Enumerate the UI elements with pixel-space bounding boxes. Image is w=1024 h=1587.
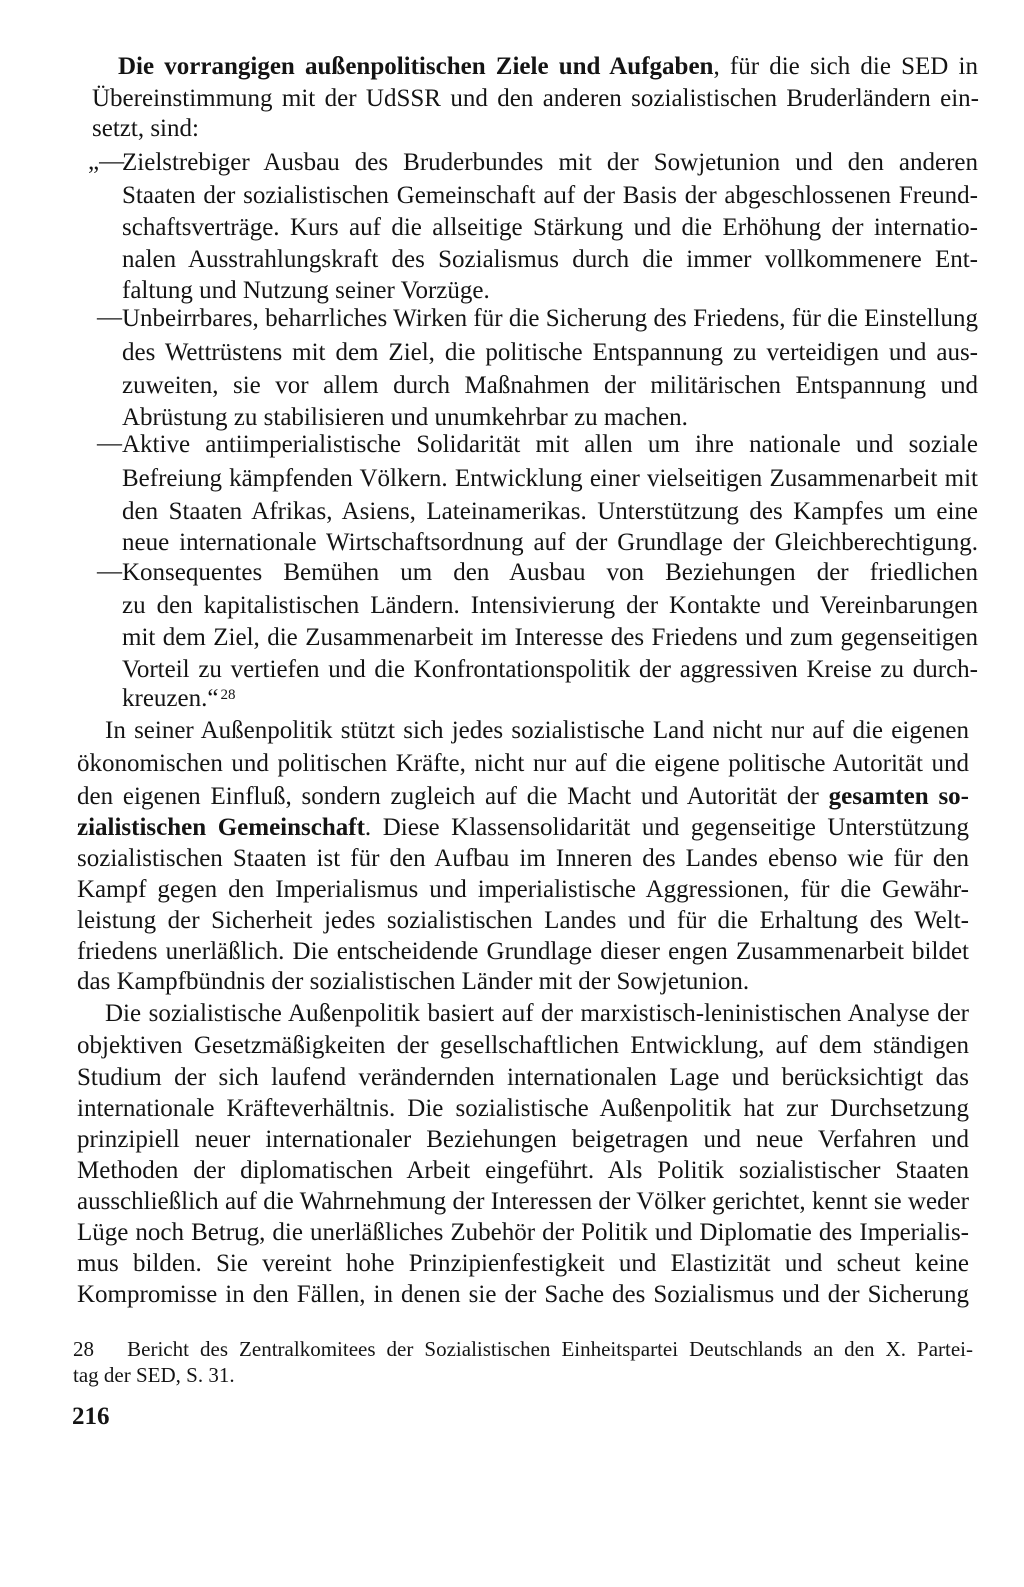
list-item-4-line-2: zu den kapitalistischen Ländern. Intensivierung der Kontakte und Vereinbarungen [122, 592, 978, 619]
footnote-line-1 [73, 1336, 973, 1362]
intro-line-1 [118, 52, 978, 83]
para2-line-4-rest: . Diese Klassensolidarität und gegenseitige Unterstützung [364, 814, 969, 841]
para2-line-6: Kampf gegen den Imperialismus und imperialistische Aggressionen, für die Gewähr- [77, 876, 969, 903]
para2-line-3 [77, 782, 969, 813]
list-item-1-line-2: Staaten der sozialistischen Gemeinschaft auf der Basis der abgeschlossenen Freund- [122, 182, 978, 209]
intro-line-2: Übereinstimmung mit der UdSSR und den anderen sozialistischen Bruderländern ein- [92, 85, 979, 112]
list-item-2-line-2: des Wettrüstens mit dem Ziel, die politische Entspannung zu verteidigen und aus- [122, 339, 978, 366]
footnote-text-1: Bericht des Zentralkomitees der Sozialistischen Einheitspartei Deutschlands an den X. Partei- [127, 1337, 973, 1361]
para2-line-2: ökonomischen und politischen Kräfte, nicht nur auf die eigene politische Autorität und [77, 750, 969, 777]
list-item-1-line-3: schaftsverträge. Kurs auf die allseitige Stärkung und die Erhöhung der internatio- [122, 214, 978, 241]
footnote-line-2: tag der SED, S. 31. [73, 1363, 235, 1387]
para3-line-6: Methoden der diplomatischen Arbeit eingeführt. Als Politik sozialistischer Staaten [77, 1157, 969, 1184]
list-item-3-line-4: neue internationale Wirtschaftsordnung auf der Grundlage der Gleichberechtigung. [122, 529, 978, 556]
footnote-reference: 28 [220, 687, 236, 703]
list-marker-4: — [97, 558, 122, 585]
list-item-4-line-5-text: kreuzen.“ [122, 685, 219, 712]
para3-line-9: mus bilden. Sie vereint hohe Prinzipienfestigkeit und Elastizität und scheut keine [77, 1250, 969, 1277]
para2-line-5: sozialistischen Staaten ist für den Aufbau im Inneren des Landes ebenso wie für den [77, 845, 969, 872]
list-item-4-line-4: Vorteil zu vertiefen und die Konfrontationspolitik der aggressiven Kreise zu durch- [122, 656, 978, 683]
list-marker-3: — [97, 430, 122, 457]
para2-line-7: leistung der Sicherheit jedes sozialistischen Landes und für die Erhaltung des Welt- [77, 907, 969, 934]
para3-line-4: internationale Kräfteverhältnis. Die sozialistische Außenpolitik hat zur Durchsetzung [77, 1095, 969, 1122]
para2-line-4 [77, 813, 969, 844]
para2-line-4-bold: zialistischen Gemeinschaft [77, 814, 365, 841]
list-item-4-line-1: Konsequentes Bemühen um den Ausbau von Beziehungen der friedlichen [122, 559, 978, 586]
page-number: 216 [72, 1403, 110, 1430]
intro-line-3: setzt, sind: [92, 115, 199, 142]
list-marker-2: — [97, 304, 122, 331]
list-item-3-line-1: Aktive antiimperialistische Solidarität mit allen um ihre nationale und soziale [122, 431, 978, 458]
para3-line-10: Kompromisse in den Fällen, in denen sie der Sache des Sozialismus und der Sicherung [77, 1281, 969, 1308]
para2-line-9: das Kampfbündnis der sozialistischen Länder mit der Sowjetunion. [77, 968, 750, 995]
list-item-1-line-5: faltung und Nutzung seiner Vorzüge. [122, 277, 490, 304]
list-item-2-line-4: Abrüstung zu stabilisieren und unumkehrbar zu machen. [122, 404, 688, 431]
list-marker-1: „— [88, 148, 125, 175]
footnote-number: 28 [73, 1337, 94, 1361]
para3-line-2: objektiven Gesetzmäßigkeiten der gesellschaftlichen Entwicklung, auf dem ständigen [77, 1032, 969, 1059]
list-item-3-line-2: Befreiung kämpfenden Völkern. Entwicklung einer vielseitigen Zusammenarbeit mit [122, 465, 978, 492]
para2-line-8: friedens unerläßlich. Die entscheidende Grundlage dieser engen Zusammenarbeit bildet [77, 938, 969, 965]
list-item-2-line-3: zuweiten, sie vor allem durch Maßnahmen der militärischen Entspannung und [122, 372, 978, 399]
list-item-1-line-4: nalen Ausstrahlungskraft des Sozialismus durch die immer vollkommenere Ent- [122, 246, 978, 273]
para3-line-7: ausschließlich auf die Wahrnehmung der Interessen der Völker gerichtet, kennt sie weder [77, 1188, 969, 1215]
list-item-2-line-1: Unbeirrbares, beharrliches Wirken für die Sicherung des Friedens, für die Einstellung [122, 305, 978, 332]
intro-line-1-rest: , für die sich die SED in [713, 53, 978, 80]
list-item-3-line-3: den Staaten Afrikas, Asiens, Lateinamerikas. Unterstützung des Kampfes um eine [122, 498, 978, 525]
list-item-1-line-1: Zielstrebiger Ausbau des Bruderbundes mit der Sowjetunion und den anderen [122, 149, 978, 176]
para2-line-1: In seiner Außenpolitik stützt sich jedes sozialistische Land nicht nur auf die eigenen [105, 717, 969, 744]
list-item-4-line-3: mit dem Ziel, die Zusammenarbeit im Interesse des Friedens und zum gegenseitigen [122, 624, 978, 651]
list-item-4-line-5 [122, 684, 235, 714]
para3-line-1: Die sozialistische Außenpolitik basiert auf der marxistisch-leninistischen Analyse der [105, 1000, 969, 1027]
para3-line-5: prinzipiell neuer internationaler Beziehungen beigetragen und neue Verfahren und [77, 1126, 969, 1153]
para2-line-3-bold: gesamten so- [828, 783, 969, 810]
intro-bold-lead: Die vorrangigen außenpolitischen Ziele und Aufgaben [118, 53, 714, 80]
para3-line-8: Lüge noch Betrug, die unerläßliches Zubehör der Politik und Diplomatie des Imperialis- [77, 1219, 969, 1246]
para3-line-3: Studium der sich laufend verändernden internationalen Lage und berücksichtigt das [77, 1064, 969, 1091]
para2-line-3-text: den eigenen Einfluß, sondern zugleich auf die Macht und Autorität der [77, 783, 819, 810]
